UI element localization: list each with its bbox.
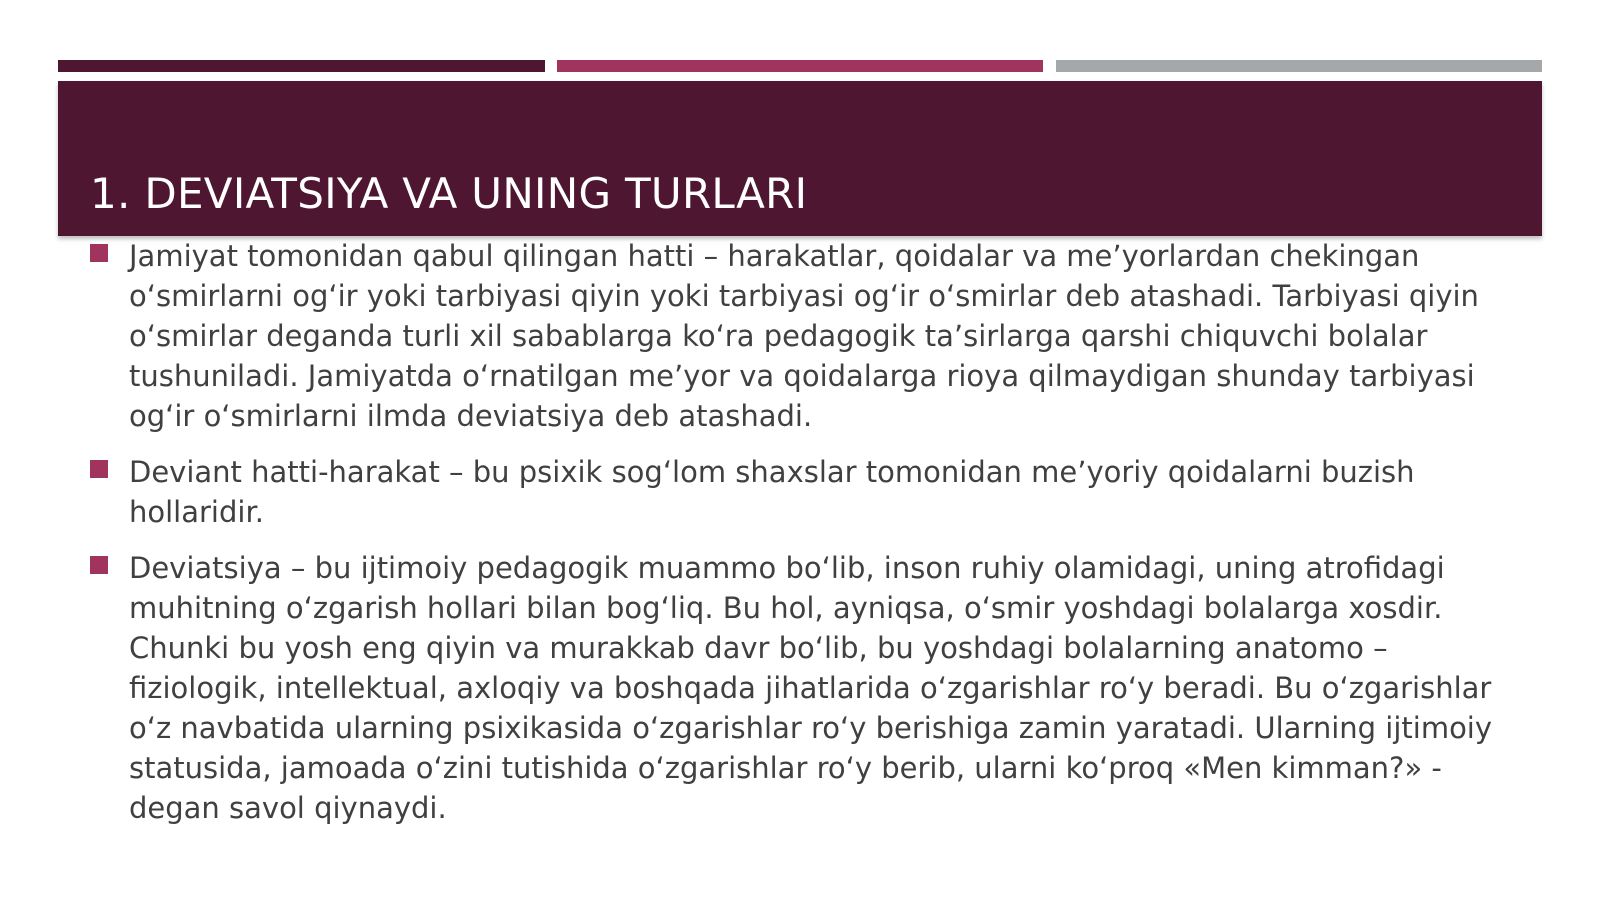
square-bullet-icon: [90, 460, 108, 478]
square-bullet-icon: [90, 556, 108, 574]
bullet-item-1: [90, 236, 1530, 436]
slide-title: 1. DEVIATSIYA VA UNING TURLARI: [90, 169, 808, 218]
bullet-text: Deviatsiya – bu ijtimoiy pedagogik muammo bo‘lib, inson ruhiy olamidagi, uning atrofidagi muhitning o‘zgarish hollari bilan bog‘liq. Bu hol, ayniqsa, o‘smir yoshdagi bolalarga xosdir. Chunki bu yosh eng qiyin va murakkab davr bo‘lib, bu yoshdagi bolalarning anatomo – fiziologik, intellektual, axloqiy va boshqada jihatlarida o‘zgarishlar ro‘y beradi. Bu o‘zgarishlar o‘z navbatida ularning psixikasida o‘zgarishlar ro‘y berishiga zamin yaratadi. Ularning ijtimoiy statusida, jamoada o‘zini tutishida o‘zgarishlar ro‘y berib, ularni ko‘proq «Men kimman?» - degan savol qiynaydi.: [129, 551, 1493, 825]
bullet-text: Jamiyat tomonidan qabul qilingan hatti – harakatlar, qoidalar va me’yorlardan chekingan o‘smirlarni og‘ir yoki tarbiyasi qiyin yoki tarbiyasi og‘ir o‘smirlar deb atashadi. Tarbiyasi qiyin o‘smirlar deganda turli xil sabablarga ko‘ra pedagogik ta’sirlarga qarshi chiquvchi bolalar tushuniladi. Jamiyatda o‘rnatilgan me’yor va qoidalarga rioya qilmaydigan shunday tarbiyasi og‘ir o‘smirlarni ilmda deviatsiya deb atashadi.: [129, 239, 1479, 433]
bullet-item-3: [90, 548, 1530, 828]
bullet-text: Deviant hatti-harakat – bu psixik sog‘lom shaxslar tomonidan me’yoriy qoidalarni buzish hollaridir.: [129, 455, 1415, 529]
square-bullet-icon: [90, 244, 108, 262]
bullet-list: [90, 236, 1530, 844]
bullet-item-2: [90, 452, 1530, 532]
accent-bar-gray: [1056, 60, 1542, 72]
accent-bar-dark: [58, 60, 545, 72]
accent-bar-magenta: [557, 60, 1043, 72]
